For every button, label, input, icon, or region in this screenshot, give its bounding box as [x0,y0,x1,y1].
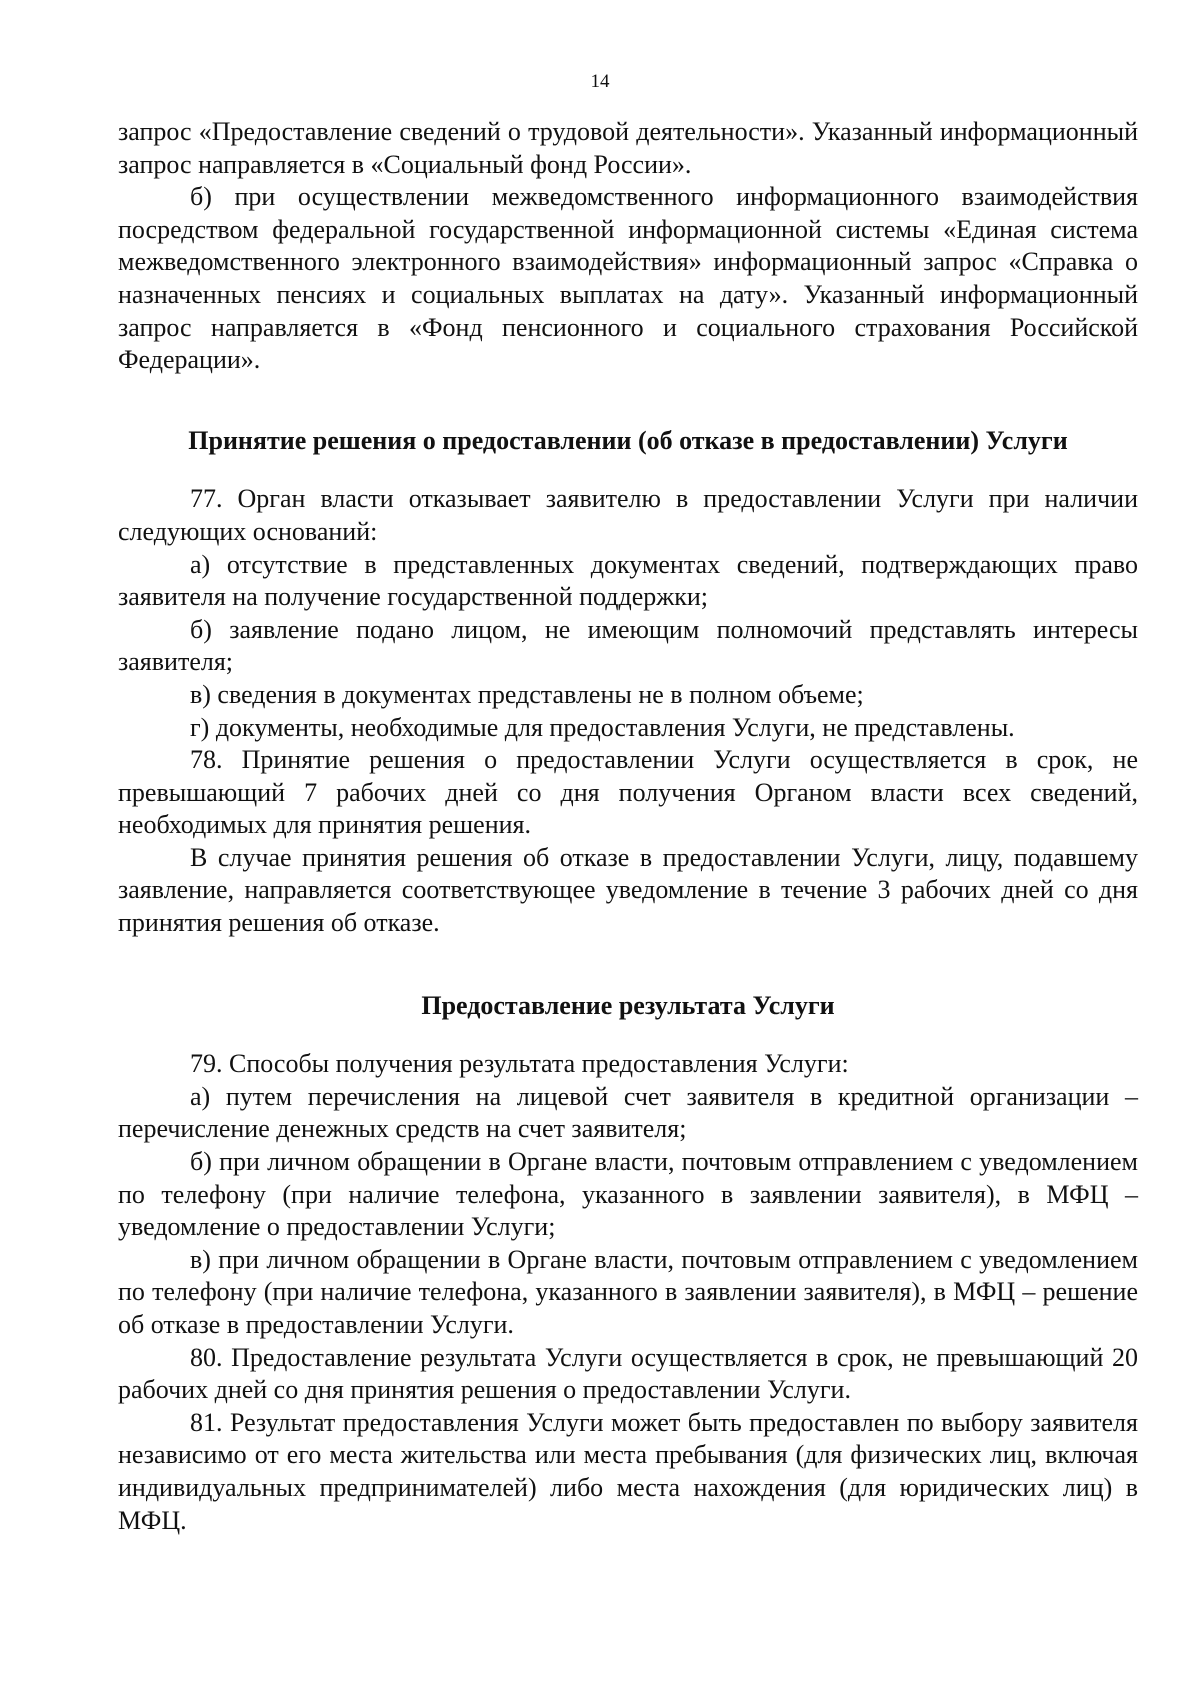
list-item-v: в) сведения в документах представлены не в полном объеме; [190,679,864,709]
section-heading-result: Предоставление результата Услуги [421,990,835,1020]
list-item-g: г) документы, необходимые для предоставления Услуги, не представлены. [190,712,1015,742]
paragraph-78: 78. Принятие решения о предоставлении Услуги осуществляется в срок, не превышающий 7 рабочих дней со дня получения Органом власти всех сведений, необходимых для принятия решения. [118,745,1138,840]
list-item-a: а) путем перечисления на лицевой счет заявителя в кредитной организации – перечисление денежных средств на счет заявителя; [118,1081,1138,1144]
paragraph-79: 79. Способы получения результата предоставления Услуги: [190,1049,849,1079]
list-item-a: а) отсутствие в представленных документах сведений, подтверждающих право заявителя на получение государственной поддержки; [118,549,1138,612]
paragraph: б) при осуществлении межведомственного информационного взаимодействия посредством федеральной государственной информационной системы «Единая система межведомственного электронного взаимодействия» информационный запрос «Справка о назначенных пенсиях и социальных выплатах на дату». Указанный информационный запрос направляется в «Фонд пенсионного и социального страхования Российской Федерации». [118,182,1138,375]
page-number: 14 [590,71,610,92]
paragraph-77: 77. Орган власти отказывает заявителю в предоставлении Услуги при наличии следующих оснований: [118,484,1138,546]
paragraph-continuation: запрос «Предоставление сведений о трудовой деятельности». Указанный информационный запрос направляется в «Социальный фонд России». [118,117,1138,179]
list-item-v: в) при личном обращении в Органе власти, почтовым отправлением с уведомлением по телефону (при наличие телефона, указанного в заявлении заявителя), в МФЦ – решение об отказе в предоставлении Услуги. [118,1244,1138,1339]
document-body [118,116,1138,1537]
list-item-b: б) заявление подано лицом, не имеющим полномочий представлять интересы заявителя; [118,614,1138,677]
list-item-b: б) при личном обращении в Органе власти, почтовым отправлением с уведомлением по телефону (при наличие телефона, указанного в заявлении заявителя), в МФЦ – уведомление о предоставлении Услуги; [118,1147,1138,1242]
paragraph-refusal-notice: В случае принятия решения об отказе в предоставлении Услуги, лицу, подавшему заявление, направляется соответствующее уведомление в течение 3 рабочих дней со дня принятия решения об отказе. [118,842,1138,938]
paragraph-80: 80. Предоставление результата Услуги осуществляется в срок, не превышающий 20 рабочих дней со дня принятия решения о предоставлении Услуги. [118,1342,1138,1405]
paragraph-81: 81. Результат предоставления Услуги может быть предоставлен по выбору заявителя независимо от его места жительства или места пребывания (для физических лиц, включая индивидуальных предпринимателей) либо места нахождения (для юридических лиц) в МФЦ. [118,1407,1138,1535]
section-heading-decision: Принятие решения о предоставлении (об отказе в предоставлении) Услуги [188,425,1068,455]
